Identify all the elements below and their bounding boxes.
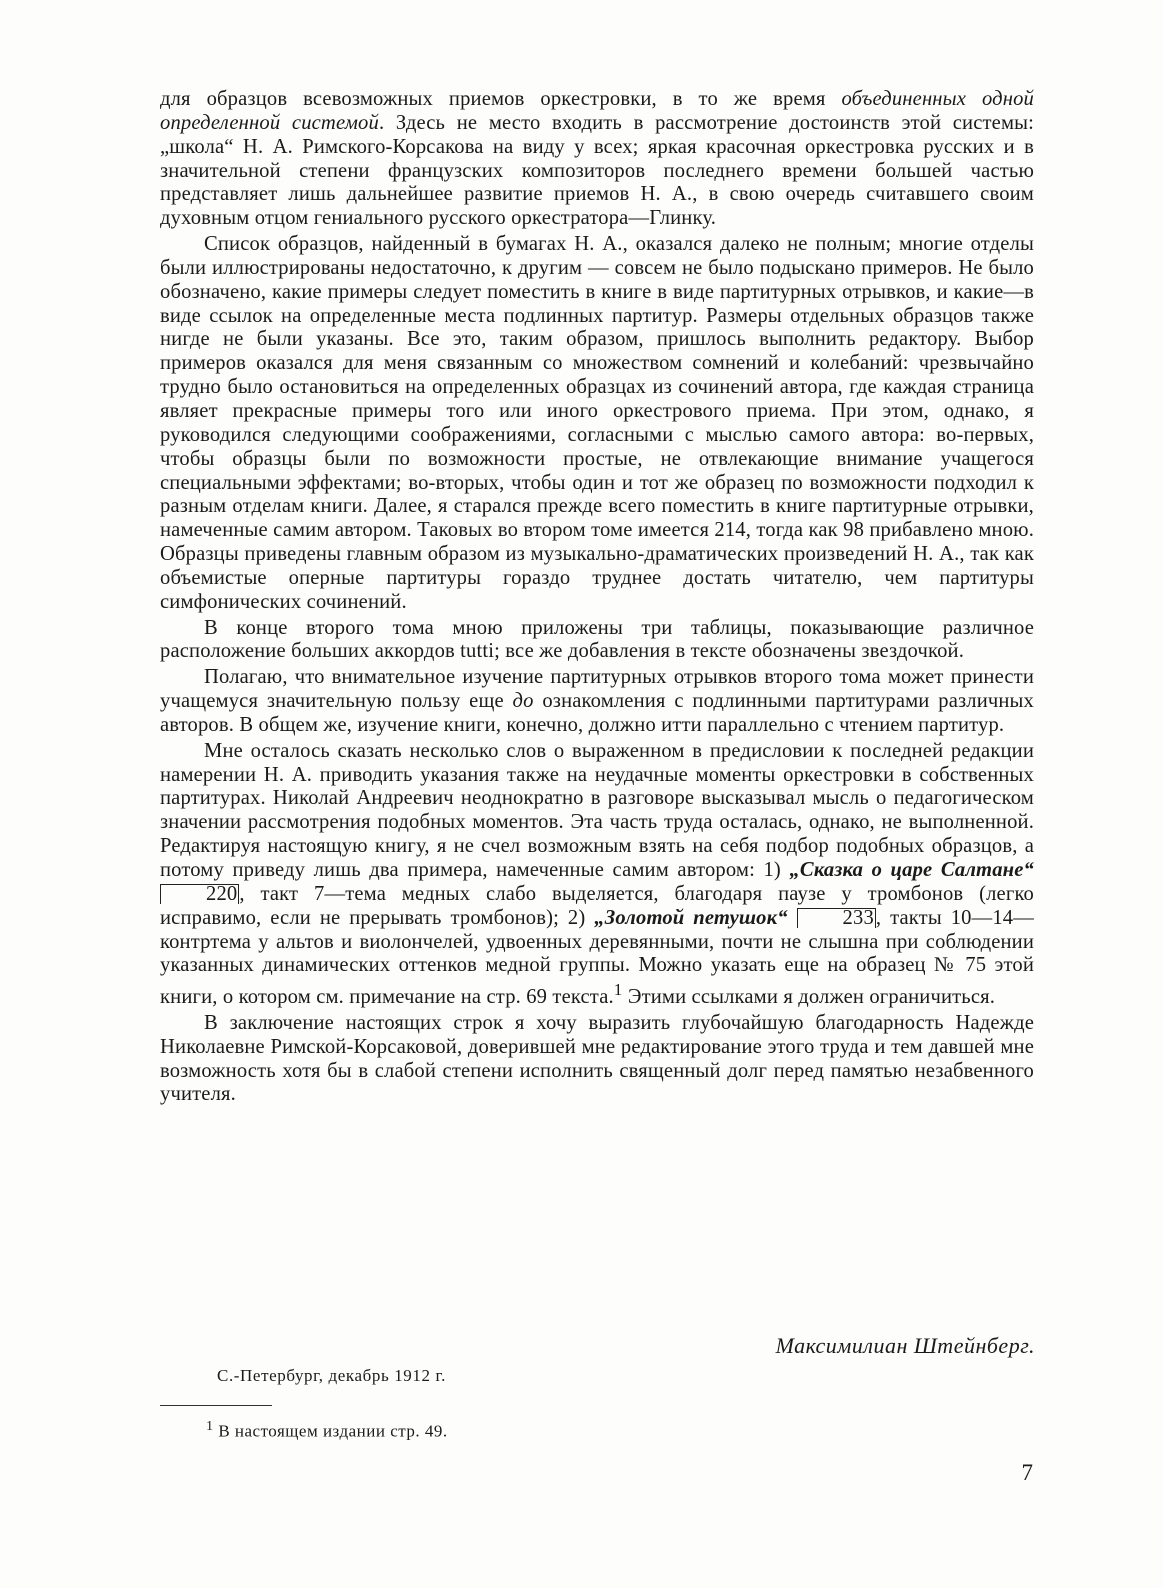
paragraph-4: Полагаю, что внимательное изучение партитурных отрывков второго тома может принести учащемуся значительную пользу еще до ознакомления с подлинными партитурами различных авторов. В общем же, изучение книги, конечно, должно итти параллельно с чтением партитур. bbox=[160, 666, 1034, 736]
page-number: 7 bbox=[1021, 1460, 1033, 1485]
rehearsal-mark-233: 233 bbox=[797, 908, 876, 928]
footnote-marker: 1 bbox=[206, 1418, 214, 1434]
opera-title-saltan: „Сказка о царе Салтане“ bbox=[789, 859, 1034, 881]
opera-title-golden-cockerel: „Золотой петушок“ bbox=[594, 906, 788, 929]
body-text bbox=[160, 88, 1034, 1107]
paragraph-3: В конце второго тома мною приложены три таблицы, показывающие различное расположение больших аккордов tutti; все же добавления в тексте обозначены звездочкой. bbox=[160, 616, 1034, 663]
paragraph-1: для образцов всевозможных приемов оркестровки, в то же время объединенных одной определенной системой. Здесь не место входить в рассмотрение достоинств этой системы: „школа“ Н. А. Римского-Корсакова на виду у всех; яркая красочная оркестровка русских и в значительной степени французских композиторов последнего времени большей частью представляет лишь дальнейшее развитие приемов Н. А., в свою очередь считавшего своим духовным отцом гениального русского оркестратора—Глинку. bbox=[160, 88, 1035, 230]
paragraph-2: Список образцов, найденный в бумагах Н. А., оказался далеко не полным; многие отделы были иллюстрированы недостаточно, к другим — совсем не было подыскано примеров. Не было обозначено, какие примеры следует поместить в книге в виде партитурных отрывков, и какие—в виде ссылок на определенные места подлинных партитур. Размеры отдельных образцов также нигде не были указаны. Все это, таким образом, пришлось выполнить редактору. Выбор примеров оказался для меня связанным со множеством сомнений и колебаний: чрезвычайно трудно было остановиться на определенных образцах из сочинений автора, где каждая страница являет прекрасные примеры того или иного оркестрового приема. При этом, однако, я руководился следующими соображениями, согласными с мыслью самого автора: во-первых, чтобы образцы были по возможности простые, не отвлекающие внимание учащегося специальными эффектами; во-вторых, чтобы один и тот же образец по возможности подходил к разным отделам книги. Далее, я старался прежде всего поместить в книге партитурные отрывки, намеченные самим автором. Таковых во втором томе имеется 214, тогда как 98 прибавлено мною. Образцы приведены главным образом из музыкально-драматических произведений Н. А., так как объемистые оперные партитуры гораздо труднее достать читателю, чем партитуры симфонических сочинений. bbox=[160, 233, 1034, 613]
footnote-text: В настоящем издании стр. 49. bbox=[218, 1421, 448, 1441]
place-and-date: С.-Петербург, декабрь 1912 г. bbox=[217, 1366, 446, 1385]
emphasis-text: до bbox=[512, 690, 534, 713]
paragraph-6: В заключение настоящих строк я хочу выразить глубочайшую благодарность Надежде Николаевне Римской-Корсаковой, доверившей мне редактирование этого труда и тем давшей мне возможность хотя бы в слабой степени исполнить священный долг перед памятью незабвенного учителя. bbox=[160, 1011, 1034, 1106]
rehearsal-mark-220: 220 bbox=[160, 884, 239, 904]
author-signature: Максимилиан Штейнберг. bbox=[775, 1333, 1035, 1358]
paragraph-5: Мне осталось сказать несколько слов о выраженном в предисловии к последней редакции намерении Н. А. приводить указания также на неудачные моменты оркестровки в собственных партитурах. Николай Андреевич неоднократно в разговоре высказывал мысль о педагогическом значении рассмотрения подобных моментов. Эта часть труда осталась, однако, не выполненной. Редактируя настоящую книгу, я не счел возможным взять на себя подбор подобных образцов, а потому приведу лишь два примера, намеченные самим автором: 1) „Сказка о царе Салтане“ 220, такт 7—тема медных слабо выделяется, благодаря паузе у тромбонов (легко исправимо, если не прерывать тромбонов); 2) „Золотой петушок“ 233, такты 10—14—контртема у альтов и виолончелей, удвоенных деревянными, почти не слышна при соблюдении указанных динамических оттенков медной группы. Можно указать еще на образец № 75 этой книги, о котором см. примечание на стр. 69 текста.$^1$ Этими ссылками я должен ограничиться. bbox=[160, 739, 1034, 1009]
footnote bbox=[206, 1418, 448, 1442]
emphasis-text: объединенных одной определенной системой bbox=[160, 88, 1034, 134]
footnote-reference: 1 bbox=[613, 980, 623, 1000]
footnote-divider bbox=[160, 1405, 272, 1406]
